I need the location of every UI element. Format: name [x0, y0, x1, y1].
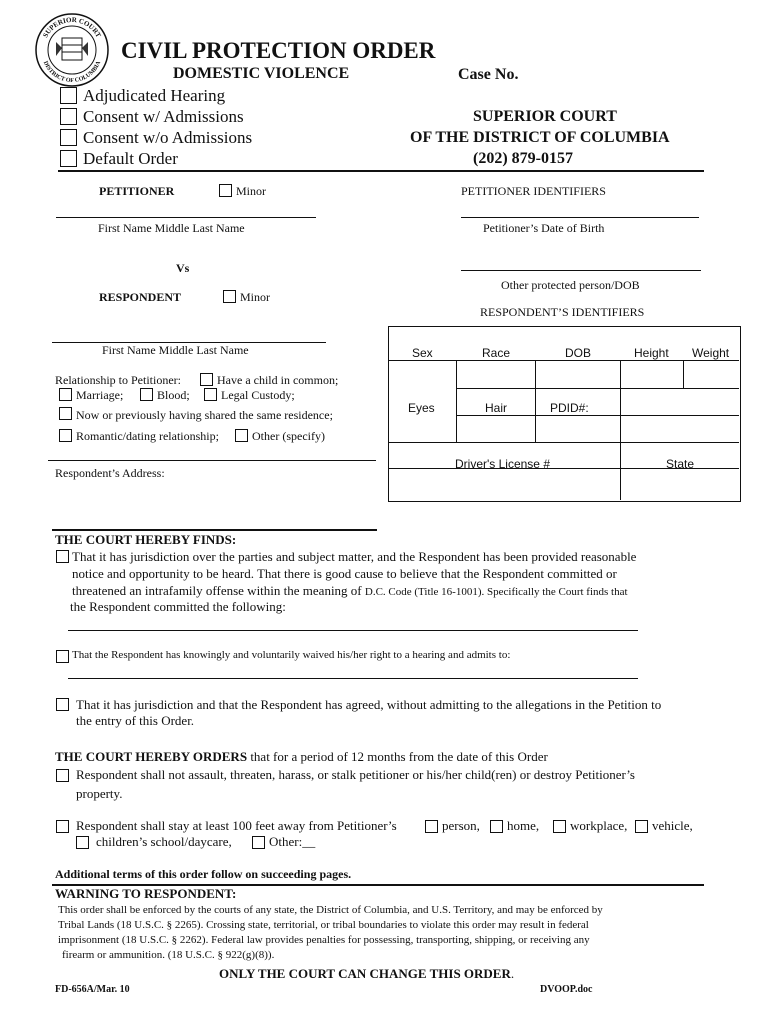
have-child-checkbox[interactable]	[200, 373, 213, 386]
warning-heading: WARNING TO RESPONDENT:	[55, 886, 237, 901]
finding-2-answer-line[interactable]	[68, 678, 638, 679]
respondent-minor-checkbox[interactable]	[223, 290, 236, 303]
orders-heading	[55, 749, 548, 765]
respondent-identifiers-label: RESPONDENT’S IDENTIFIERS	[480, 305, 645, 319]
finding-1-line-1: That it has jurisdiction over the parties and subject matter, and the Respondent has been provided reasonable	[72, 549, 637, 564]
other-protected-caption: Other protected person/DOB	[501, 278, 640, 292]
seal-top-text: SUPERIOR COURT	[41, 15, 103, 39]
doc-name: DVOOP.doc	[540, 984, 593, 995]
order-type-checkbox-3[interactable]	[60, 129, 77, 146]
finding-1-line-3	[72, 583, 628, 599]
marriage-label: Marriage;	[76, 388, 124, 402]
respondent-name-caption: First Name Middle Last Name	[102, 343, 249, 357]
id-header-license: Driver's License #	[455, 457, 550, 471]
address-top-line	[48, 460, 376, 461]
id-header-pdid: PDID#:	[550, 401, 589, 415]
shared-residence-checkbox[interactable]	[59, 407, 72, 420]
petitioner-minor-checkbox[interactable]	[219, 184, 232, 197]
id-header-state: State	[666, 457, 695, 471]
order-2-school-label: children’s school/daycare,	[96, 834, 232, 849]
other-relationship-checkbox[interactable]	[235, 429, 248, 442]
order-2-person-label: person,	[442, 818, 480, 833]
respondent-minor-label: Minor	[240, 290, 270, 304]
legal-custody-checkbox[interactable]	[204, 388, 217, 401]
order-2-vehicle-label: vehicle,	[652, 818, 693, 833]
case-no-label: Case No.	[458, 66, 519, 83]
order-1-line-1: Respondent shall not assault, threaten, harass, or stalk petitioner or his/her child(ren) or destroy Petitioner’s	[76, 767, 635, 782]
header-divider	[58, 170, 704, 172]
finding-2-checkbox[interactable]	[56, 650, 69, 663]
order-2-school-checkbox[interactable]	[76, 836, 89, 849]
id-header-height: Height	[634, 346, 669, 360]
order-1-line-2: property.	[76, 786, 123, 801]
order-1-checkbox[interactable]	[56, 769, 69, 782]
legal-custody-label: Legal Custody;	[221, 388, 295, 402]
order-2-other-checkbox[interactable]	[252, 836, 265, 849]
order-2-line-1: Respondent shall stay at least 100 feet away from Petitioner’s	[76, 818, 397, 833]
order-type-checkbox-2[interactable]	[60, 108, 77, 125]
id-header-eyes: Eyes	[408, 401, 435, 415]
court-seal	[34, 12, 110, 88]
findings-heading: THE COURT HEREBY FINDS:	[55, 532, 237, 547]
marriage-checkbox[interactable]	[59, 388, 72, 401]
findings-top-line	[52, 529, 377, 531]
petitioner-name-line[interactable]	[56, 217, 316, 218]
warning-line-3: imprisonment (18 U.S.C. § 2262). Federal law provides penalties for possessing, transporting, shipping, or receiving any	[58, 934, 590, 946]
petitioner-identifiers-label: PETITIONER IDENTIFIERS	[461, 184, 606, 198]
versus-label: Vs	[176, 261, 190, 275]
svg-text:SUPERIOR COURT	[41, 16, 102, 39]
finding-1-checkbox[interactable]	[56, 550, 69, 563]
only-court-change: ONLY THE COURT CAN CHANGE THIS ORDER.	[219, 966, 515, 981]
orders-heading-rest: that for a period of 12 months from the date of this Order	[247, 749, 548, 764]
warning-line-4: firearm or ammunition. (18 U.S.C. § 922(g)(8)).	[62, 949, 275, 961]
finding-3-line-1: That it has jurisdiction and that the Respondent has agreed, without admitting to the allegations in the Petition to	[76, 697, 662, 712]
order-2-person-checkbox[interactable]	[425, 820, 438, 833]
order-2-home-label: home,	[507, 818, 540, 833]
warning-line-2: Tribal Lands (18 U.S.C. § 2265). Crossing state, territorial, or tribal boundaries to violate this order may result in federal	[58, 919, 589, 931]
order-type-label-3: Consent w/o Admissions	[83, 128, 253, 147]
finding-1-line-4: the Respondent committed the following:	[70, 599, 286, 614]
court-name-1: SUPERIOR COURT	[473, 108, 617, 125]
id-header-sex: Sex	[412, 346, 433, 360]
other-protected-line[interactable]	[461, 270, 701, 271]
court-name-2: OF THE DISTRICT OF COLUMBIA	[410, 129, 670, 146]
finding-3-line-2: the entry of this Order.	[76, 713, 195, 728]
finding-1-answer-line[interactable]	[68, 630, 638, 631]
order-2-vehicle-checkbox[interactable]	[635, 820, 648, 833]
order-2-home-checkbox[interactable]	[490, 820, 503, 833]
finding-1-line-3b: D.C. Code (Title 16-1001). Specifically the Court finds that	[364, 586, 628, 598]
court-phone: (202) 879-0157	[473, 150, 573, 167]
blood-label: Blood;	[157, 388, 190, 402]
order-type-label-2: Consent w/ Admissions	[83, 107, 244, 126]
finding-1-line-3a: threatened an intrafamily offense within the meaning of	[72, 583, 362, 598]
romantic-checkbox[interactable]	[59, 429, 72, 442]
order-2-checkbox[interactable]	[56, 820, 69, 833]
order-type-label-1: Adjudicated Hearing	[83, 86, 226, 105]
order-2-workplace-checkbox[interactable]	[553, 820, 566, 833]
seal-bottom-text: DISTRICT OF COLUMBIA	[41, 60, 103, 85]
id-header-dob: DOB	[565, 346, 592, 360]
romantic-label: Romantic/dating relationship;	[76, 429, 219, 443]
finding-3-checkbox[interactable]	[56, 698, 69, 711]
additional-terms: Additional terms of this order follow on succeeding pages.	[55, 867, 352, 881]
order-type-label-4: Default Order	[83, 149, 178, 168]
warning-line-1: This order shall be enforced by the courts of any state, the District of Columbia, and U.S. Territory, and may be enforced by	[58, 904, 603, 916]
other-relationship-label: Other (specify)	[252, 429, 325, 443]
finding-1-line-2: notice and opportunity to be heard. That there is good cause to believe that the Respondent committed or	[72, 566, 617, 581]
petitioner-name-caption: First Name Middle Last Name	[98, 221, 245, 235]
form-number: FD-656A/Mar. 10	[55, 984, 130, 995]
page-subtitle: DOMESTIC VIOLENCE	[173, 65, 350, 82]
order-2-workplace-label: workplace,	[570, 818, 628, 833]
have-child-label: Have a child in common;	[217, 373, 339, 387]
order-2-other-label: Other:__	[269, 834, 316, 849]
page-title: CIVIL PROTECTION ORDER	[121, 38, 436, 63]
blood-checkbox[interactable]	[140, 388, 153, 401]
only-court-change-text: ONLY THE COURT CAN CHANGE THIS ORDER	[219, 966, 511, 981]
respondent-address-label: Respondent’s Address:	[55, 466, 165, 480]
order-type-checkbox-4[interactable]	[60, 150, 77, 167]
petitioner-minor-label: Minor	[236, 184, 266, 198]
identifiers-headers-row1	[388, 326, 739, 500]
svg-text:DISTRICT OF COLUMBIA	[42, 60, 103, 84]
order-type-checkbox-1[interactable]	[60, 87, 77, 104]
id-header-weight: Weight	[692, 346, 730, 360]
id-header-hair: Hair	[485, 401, 508, 415]
respondent-label: RESPONDENT	[99, 290, 182, 304]
orders-heading-bold: THE COURT HEREBY ORDERS	[55, 749, 248, 764]
petitioner-label: PETITIONER	[99, 184, 175, 198]
id-header-race: Race	[482, 346, 511, 360]
relationship-label: Relationship to Petitioner:	[55, 373, 181, 387]
petitioner-dob-line[interactable]	[461, 217, 699, 218]
petitioner-dob-caption: Petitioner’s Date of Birth	[483, 221, 605, 235]
finding-2-text: That the Respondent has knowingly and voluntarily waived his/her right to a hearing and admits to:	[72, 649, 511, 661]
shared-residence-label: Now or previously having shared the same residence;	[76, 408, 333, 422]
